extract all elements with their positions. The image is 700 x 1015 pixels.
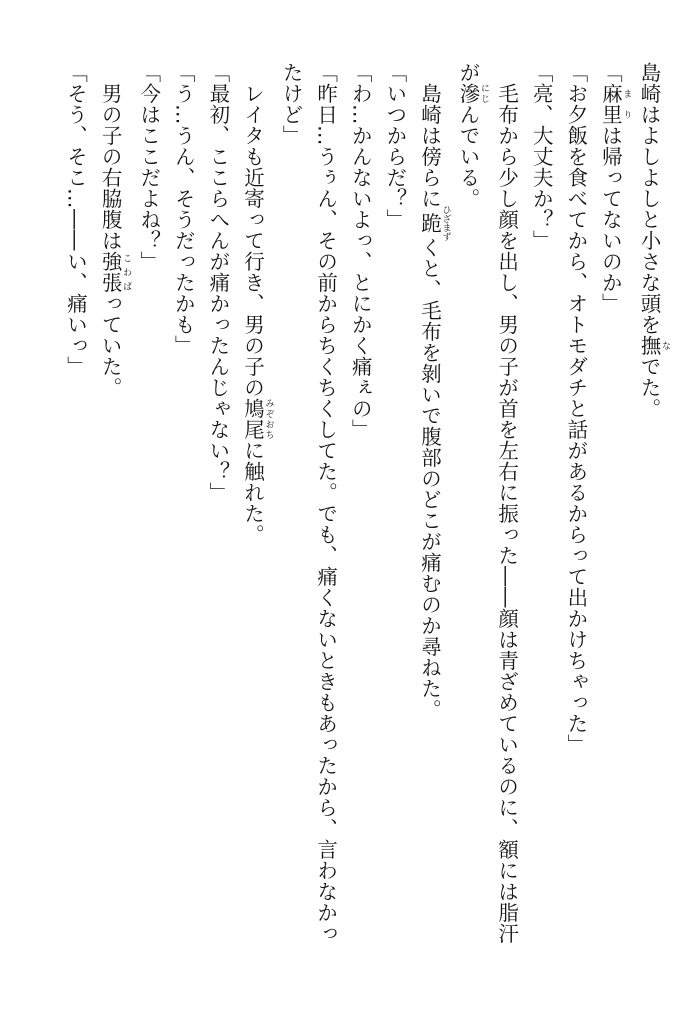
text-line bbox=[412, 62, 451, 1002]
text-line bbox=[200, 62, 235, 1002]
text-segment: たけど」 bbox=[279, 62, 304, 146]
text-segment: んでいる。 bbox=[456, 104, 481, 209]
text-line bbox=[58, 62, 93, 1002]
text-segment: レイタも近寄って行き、男の子の bbox=[240, 62, 265, 398]
vertical-text-block bbox=[58, 62, 670, 1002]
text-segment: は帰ってないのか」 bbox=[598, 125, 623, 314]
text-line bbox=[593, 62, 632, 1002]
text-line bbox=[308, 62, 343, 1002]
text-segment: 「いつからだ？」 bbox=[382, 62, 407, 230]
ruby-base-text: 撫 bbox=[637, 335, 661, 356]
ruby-annotated-word bbox=[240, 398, 274, 440]
text-segment: 「昨日…うぅん、その前からちくちくしてた。でも、痛くないときもあったから、言わなかっ bbox=[313, 62, 338, 944]
text-segment: 「う…うん、そうだったかも」 bbox=[171, 62, 196, 356]
text-segment: 「最初、ここらへんが痛かったんじゃない？」 bbox=[205, 62, 230, 503]
text-segment: が bbox=[456, 62, 481, 83]
text-segment: 「そう、そこ…――い、痛いっ」 bbox=[63, 62, 88, 377]
text-segment: っていた。 bbox=[98, 293, 123, 398]
text-line bbox=[235, 62, 274, 1002]
text-segment: でた。 bbox=[637, 356, 661, 419]
text-segment: 「 bbox=[598, 62, 623, 83]
text-segment: 「お夕飯を食べてから、オトモダチと話があるからって出かけちゃった」 bbox=[563, 62, 588, 755]
ruby-annotated-word bbox=[417, 205, 451, 241]
text-line bbox=[166, 62, 201, 1002]
text-line bbox=[131, 62, 166, 1002]
ruby-annotated-word bbox=[637, 335, 670, 356]
text-line bbox=[524, 62, 559, 1002]
ruby-base-text: 麻里 bbox=[598, 83, 623, 125]
text-segment: 男の子の右脇腹は bbox=[98, 62, 123, 251]
ruby-base-text: 鳩尾 bbox=[240, 398, 265, 440]
text-segment: くと、毛布を剝いで腹部のどこが痛むのか尋ねた。 bbox=[417, 237, 442, 720]
text-line bbox=[343, 62, 378, 1002]
text-line bbox=[489, 62, 524, 1002]
ruby-annotated-word bbox=[98, 251, 132, 293]
text-line bbox=[93, 62, 132, 1002]
furigana-reading: みぞおち bbox=[263, 398, 274, 440]
ruby-base-text: 跪 bbox=[417, 205, 442, 241]
furigana-reading: な bbox=[660, 335, 670, 356]
furigana-reading: ひざまず bbox=[440, 205, 451, 241]
text-segment: 「今はここだよね？」 bbox=[136, 62, 161, 272]
ruby-base-text: 滲 bbox=[456, 83, 481, 104]
ruby-base-text: 強張 bbox=[98, 251, 123, 293]
text-line bbox=[450, 62, 489, 1002]
furigana-reading: まり bbox=[621, 83, 632, 125]
text-segment: 「わ…かんないよっ、とにかく痛ぇの」 bbox=[348, 62, 373, 440]
text-line bbox=[273, 62, 308, 1002]
furigana-reading: こわば bbox=[121, 251, 132, 293]
text-segment: 毛布から少し顔を出し、男の子が首を左右に振った――顔は青ざめているのに、額には脂汗 bbox=[494, 62, 519, 944]
text-segment: 島崎はよしよしと小さな頭を bbox=[637, 62, 661, 335]
text-line bbox=[631, 62, 670, 1002]
text-segment: 島崎は傍らに bbox=[417, 62, 442, 209]
text-segment: 「亮、大丈夫か？」 bbox=[529, 62, 554, 251]
ruby-annotated-word bbox=[456, 83, 490, 104]
text-segment: に触れた。 bbox=[240, 440, 265, 545]
furigana-reading: にじ bbox=[479, 83, 490, 104]
ruby-annotated-word bbox=[598, 83, 632, 125]
text-line bbox=[558, 62, 593, 1002]
text-line bbox=[377, 62, 412, 1002]
